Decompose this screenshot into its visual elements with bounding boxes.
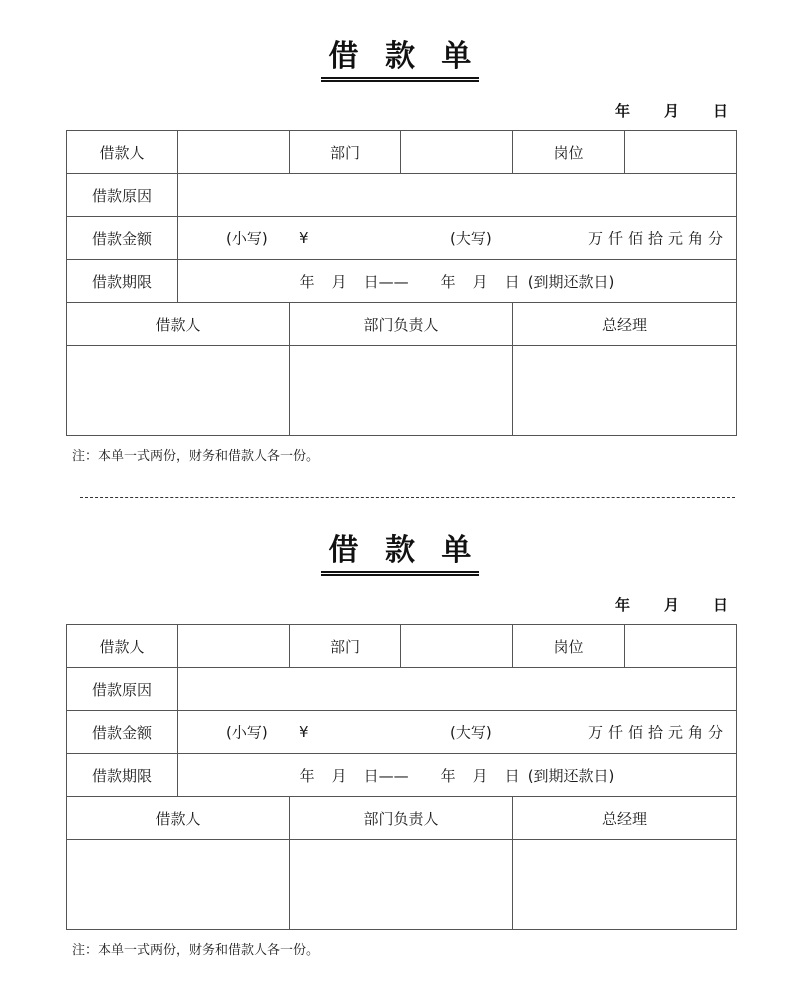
period-start-year: 年 [299,766,315,785]
dept-label: 部门 [290,625,401,668]
period-field[interactable] [178,754,737,797]
table-row [67,668,737,711]
sig-dept-head-box[interactable] [290,346,513,436]
table-row [67,754,737,797]
table-row [67,217,737,260]
amount-uppercase-label: (大写) [450,723,492,742]
table-row [67,131,737,174]
sig-dept-head-box[interactable] [290,840,513,930]
dept-field[interactable] [401,625,513,668]
due-date-note: (到期还款日) [527,272,615,291]
period-end-month: 月 [472,766,488,785]
sig-borrower-box[interactable] [67,346,290,436]
table-row [67,625,737,668]
table-row [67,711,737,754]
form-note: 注：本单一式两份，财务和借款人各一份。 [72,449,320,464]
loan-table [66,624,737,930]
borrower-label: 借款人 [67,131,178,174]
sig-gm-label: 总经理 [513,303,737,346]
reason-field[interactable] [178,668,737,711]
reason-label: 借款原因 [67,174,178,217]
period-label: 借款期限 [67,260,178,303]
loan-table [66,130,737,436]
amount-field[interactable] [178,217,737,260]
period-start-month: 月 [331,272,347,291]
period-start-day: 日—— [363,272,409,291]
reason-field[interactable] [178,174,737,217]
table-row [67,260,737,303]
sig-gm-box[interactable] [513,840,737,930]
period-end-year: 年 [440,766,456,785]
date-line [615,101,728,121]
period-field[interactable] [178,260,737,303]
table-row [67,303,737,346]
reason-label: 借款原因 [67,668,178,711]
sig-gm-label: 总经理 [513,797,737,840]
amount-units: 万仟佰拾元角分 [587,229,728,248]
dept-field[interactable] [401,131,513,174]
form-title: 借 款 单 [321,532,480,573]
period-start-year: 年 [299,272,315,291]
period-label: 借款期限 [67,754,178,797]
form-title: 借 款 单 [321,38,480,79]
sig-gm-box[interactable] [513,346,737,436]
sig-dept-head-label: 部门负责人 [290,797,513,840]
position-field[interactable] [625,131,737,174]
position-label: 岗位 [513,131,625,174]
position-field[interactable] [625,625,737,668]
form-note: 注：本单一式两份，财务和借款人各一份。 [72,943,320,958]
period-end-month: 月 [472,272,488,291]
table-row [67,840,737,930]
period-start-day: 日—— [363,766,409,785]
date-year: 年 [614,596,630,614]
borrower-field[interactable] [178,625,290,668]
position-label: 岗位 [513,625,625,668]
form-title-wrap [0,532,800,573]
date-line [615,595,728,615]
period-start-month: 月 [331,766,347,785]
period-end-year: 年 [440,272,456,291]
table-row [67,346,737,436]
cut-line-divider [80,497,735,498]
amount-label: 借款金额 [67,217,178,260]
amount-uppercase-label: (大写) [450,229,492,248]
sig-borrower-box[interactable] [67,840,290,930]
form-title-wrap [0,38,800,79]
date-month: 月 [663,102,679,120]
table-row [67,174,737,217]
amount-field[interactable] [178,711,737,754]
amount-lowercase-label: (小写) [226,229,268,248]
amount-label: 借款金额 [67,711,178,754]
borrower-field[interactable] [178,131,290,174]
period-end-day: 日 [504,766,520,785]
dept-label: 部门 [290,131,401,174]
due-date-note: (到期还款日) [527,766,615,785]
date-day: 日 [712,102,728,120]
period-end-day: 日 [504,272,520,291]
sig-borrower-label: 借款人 [67,797,290,840]
date-year: 年 [614,102,630,120]
sig-borrower-label: 借款人 [67,303,290,346]
date-month: 月 [663,596,679,614]
borrower-label: 借款人 [67,625,178,668]
date-day: 日 [712,596,728,614]
currency-symbol: ¥ [299,723,309,741]
sig-dept-head-label: 部门负责人 [290,303,513,346]
amount-units: 万仟佰拾元角分 [587,723,728,742]
table-row [67,797,737,840]
currency-symbol: ¥ [299,229,309,247]
amount-lowercase-label: (小写) [226,723,268,742]
